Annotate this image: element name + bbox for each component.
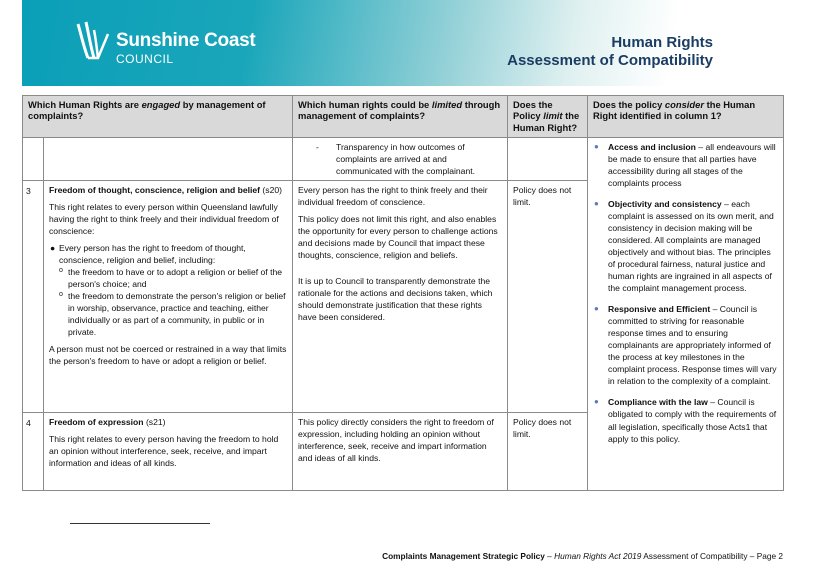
- row-number: 3: [23, 180, 44, 412]
- consider-item: ● Objectivity and consistency – each complaint is assessed on its own merit, and consistency in decision making will be considered. All complaints are managed objectively and without bias. The principles of procedural fairness, natural justice and human rights are ingrained in all aspects of the complaint management process.: [594, 198, 774, 294]
- sub-list-item: o the freedom to have or to adopt a religion or belief of the person's choice; and: [59, 267, 283, 290]
- page-title-line2: Assessment of Compatibility: [507, 52, 713, 69]
- assessment-table: [22, 95, 784, 491]
- does-limit-cell: Policy does not limit.: [508, 180, 588, 412]
- logo-name: Sunshine Coast: [116, 30, 256, 51]
- limited-dash-item: - Transparency in how outcomes of complaints are arrived at and communicated with the complainant.: [316, 141, 476, 176]
- header-consider: Does the policy consider the Human Right identified in column 1?: [588, 96, 784, 138]
- council-logo: [74, 20, 254, 70]
- page-footer: Complaints Management Strategic Policy – Human Rights Act 2019 Assessment of Compatibility – Page 2: [382, 551, 783, 561]
- logo-mark-icon: [74, 20, 114, 62]
- engaged-cell: Freedom of thought, conscience, religion and belief (s20) This right relates to every person within Queensland lawfully having the right to think freely and their individual freedom of conscience: ● Every person has the right to freedom of thought, conscience, religion and belief, including: o the freedom to have or to adopt a religion or belief of the person's choice; and o the freedom to demonstrate the person's religion or belief in worship, observance, practice and teaching, either individually or as part of a community, in public or in private. A person must not be coerced or restrained in a way that limits the person's freedom to have or adopt a religion or belief.: [44, 180, 293, 412]
- header-banner: [22, 0, 783, 86]
- engaged-cell: Freedom of expression (s21) This right relates to every person having the freedom to hold an opinion without interference, seek, receive, and impart information and ideas of all kinds.: [44, 412, 293, 490]
- limited-cell: This policy directly considers the right to freedom of expression, including holding an opinion without interference, seek, receive and impart information and ideas of all kinds.: [293, 412, 508, 490]
- consider-item: ● Access and inclusion – all endeavours will be made to ensure that all parties have accessibility during all stages of the complaints process: [594, 141, 776, 188]
- list-item: ● Every person has the right to freedom of thought, conscience, religion and belief, including: o the freedom to have or to adopt a religion or belief of the person's choice; and o the freedom to demonstrate the person's religion or belief in worship, observance, practice and teaching, either individually or as part of a community, in public or in private.: [50, 243, 286, 338]
- sub-list-item: o the freedom to demonstrate the person's religion or belief in worship, observance, practice and teaching, either individually or as part of a community, in public or in private.: [59, 291, 286, 338]
- table-header-row: [23, 96, 784, 138]
- limited-cell: Every person has the right to think freely and their individual freedom of conscience. This policy does not limit this right, and also enables the opportunity for every person to challenge actions and decisions made by Council that impact these thoughts, conscience, religion and beliefs. It is up to Council to transparently demonstrate the rationale for the actions and decisions taken, which should demonstrate justification that these rights have been considered.: [293, 180, 508, 412]
- does-limit-cell: Policy does not limit.: [508, 412, 588, 490]
- consider-item: ● Compliance with the law – Council is obligated to comply with the requirements of all legislation, specifically those Acts1 that apply to this policy.: [594, 397, 777, 444]
- header-engaged: Which Human Rights are engaged by management of complaints?: [23, 96, 293, 138]
- consider-item: ● Responsive and Efficient – Council is committed to striving for reasonable response times and to ensuring complainants are appropriately informed of the process at key milestones in the complaint process. Response times will vary in relation to the complexity of a complaint.: [594, 304, 777, 387]
- logo-subtitle: COUNCIL: [116, 52, 174, 66]
- right-title: Freedom of thought, conscience, religion and belief: [49, 184, 261, 195]
- consider-cell: [588, 137, 784, 490]
- page-title-line1: Human Rights: [611, 34, 713, 51]
- footnote-divider: [70, 523, 210, 524]
- table-row-continued: [23, 137, 784, 180]
- header-does-limit: Does the Policy limit the Human Right?: [508, 96, 588, 138]
- right-title: Freedom of expression: [49, 416, 144, 427]
- header-limited: Which human rights could be limited through management of complaints?: [293, 96, 508, 138]
- row-number: 4: [23, 412, 44, 490]
